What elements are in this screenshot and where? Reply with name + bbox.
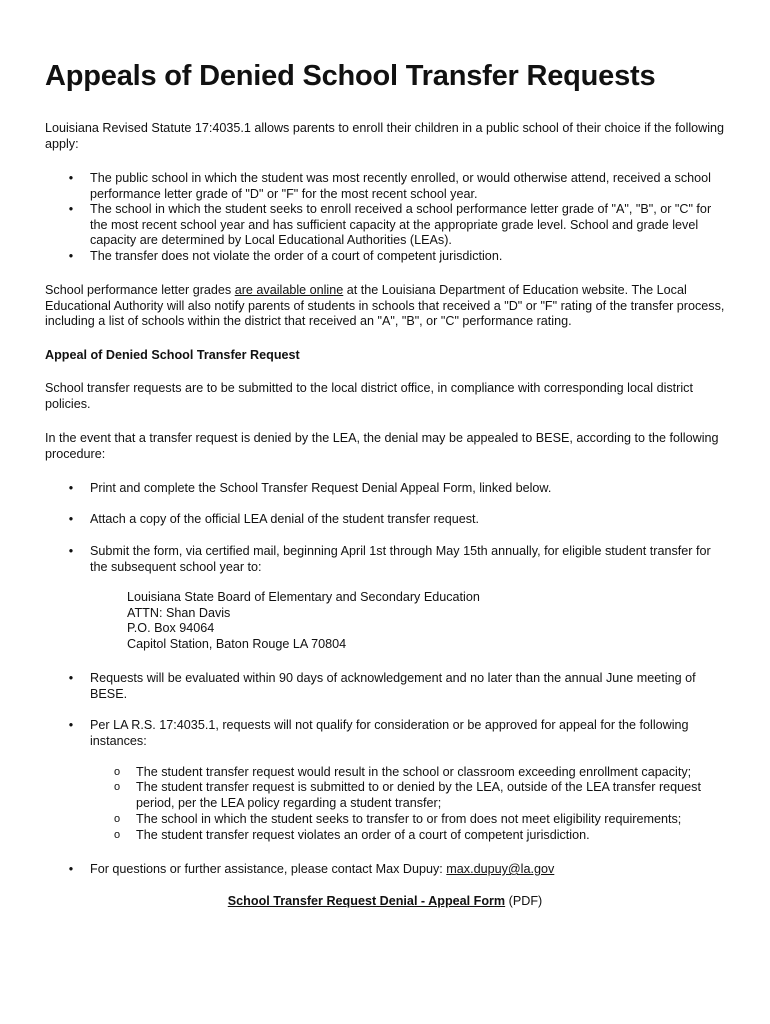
grades-text-after: at the Louisiana Department of Education website. The Local Educational Authority will also notify parents of students in schools that received a "D" or "F" rating of the transfer process, including a list of schools within the district that received an "A", "B", or "C" performance rating. bbox=[45, 283, 725, 329]
step-text: Requests will be evaluated within 90 days of acknowledgement and no later than the annual June meeting of BESE. bbox=[90, 671, 696, 701]
submission-paragraph: School transfer requests are to be submitted to the local district office, in compliance with corresponding local district policies. bbox=[45, 381, 693, 411]
page-title: Appeals of Denied School Transfer Requests bbox=[45, 60, 656, 92]
address-line: Louisiana State Board of Elementary and Secondary Education bbox=[127, 590, 480, 604]
step-text: Attach a copy of the official LEA denial of the student transfer request. bbox=[90, 512, 480, 526]
condition-text: The public school in which the student was most recently enrolled, or would otherwise attend, received a school performance letter grade of "D" or "F" for the most recent school year. bbox=[90, 171, 711, 201]
step-item bbox=[66, 512, 731, 528]
exclusion-text: The student transfer request is submitted to or denied by the LEA, outside of the LEA transfer request period, per the LEA policy regarding a student transfer; bbox=[136, 780, 701, 810]
grades-paragraph bbox=[45, 283, 735, 330]
email-link[interactable]: max.dupuy@la.gov bbox=[446, 862, 555, 876]
step-item bbox=[66, 544, 731, 575]
condition-item bbox=[66, 171, 731, 202]
sub-bullet-icon: o bbox=[113, 813, 121, 825]
contact-label: For questions or further assistance, please contact Max Dupuy: bbox=[90, 862, 447, 876]
appeal-heading: Appeal of Denied School Transfer Request bbox=[45, 348, 300, 362]
exclusion-item bbox=[112, 812, 727, 828]
bullet-icon: • bbox=[68, 481, 74, 495]
address-line: Capitol Station, Baton Rouge LA 70804 bbox=[127, 636, 347, 651]
exclusion-item bbox=[112, 780, 727, 811]
condition-text: The transfer does not violate the order of a court of competent jurisdiction. bbox=[90, 249, 503, 263]
address-line: ATTN: Shan Davis bbox=[127, 605, 231, 620]
appeal-form-link[interactable]: School Transfer Request Denial - Appeal Form bbox=[227, 894, 506, 908]
step-text: Per LA R.S. 17:4035.1, requests will not qualify for consideration or be approved for appeal for the following instances: bbox=[90, 718, 689, 748]
exclusion-item bbox=[112, 765, 727, 781]
exclusion-text: The school in which the student seeks to transfer to or from does not meet eligibility requirements; bbox=[136, 812, 682, 826]
sub-bullet-icon: o bbox=[113, 781, 121, 793]
condition-text: The school in which the student seeks to enroll received a school performance letter grade of "A", "B", or "C" for the most recent school year and has sufficient capacity at the appropriate grade level. School and grade level capacity are determined by Local Educational Authorities (LEAs). bbox=[90, 202, 712, 248]
bullet-icon: • bbox=[68, 202, 74, 216]
exclusion-text: The student transfer request would result in the school or classroom exceeding enrollment capacity; bbox=[136, 765, 692, 779]
step-item bbox=[66, 671, 731, 702]
address-line: P.O. Box 94064 bbox=[127, 621, 215, 636]
grades-text-before: School performance letter grades bbox=[45, 283, 235, 297]
contact-text bbox=[90, 862, 731, 878]
denial-paragraph: In the event that a transfer request is denied by the LEA, the denial may be appealed to BESE, according to the following procedure: bbox=[45, 431, 719, 461]
contact-item bbox=[66, 862, 731, 878]
exclusion-item bbox=[112, 828, 727, 844]
sub-bullet-icon: o bbox=[113, 829, 121, 841]
form-link-line bbox=[0, 894, 770, 910]
grades-online-link[interactable]: are available online bbox=[234, 283, 344, 297]
sub-bullet-icon: o bbox=[113, 766, 121, 778]
intro-paragraph: Louisiana Revised Statute 17:4035.1 allows parents to enroll their children in a public school of their choice if the following apply: bbox=[45, 121, 725, 151]
step-item bbox=[66, 718, 731, 749]
bullet-icon: • bbox=[68, 249, 74, 263]
step-text: Submit the form, via certified mail, beginning April 1st through May 15th annually, for eligible student transfer for the subsequent school year to: bbox=[90, 544, 711, 574]
exclusion-text: The student transfer request violates an order of a court of competent jurisdiction. bbox=[136, 828, 590, 842]
mailing-address bbox=[127, 590, 627, 652]
bullet-icon: • bbox=[68, 862, 74, 876]
step-item bbox=[66, 481, 731, 497]
form-link-suffix: (PDF) bbox=[505, 894, 543, 908]
bullet-icon: • bbox=[68, 512, 74, 526]
bullet-icon: • bbox=[68, 171, 74, 185]
condition-item bbox=[66, 249, 731, 265]
bullet-icon: • bbox=[68, 544, 74, 558]
bullet-icon: • bbox=[68, 671, 74, 685]
bullet-icon: • bbox=[68, 718, 74, 732]
step-text: Print and complete the School Transfer Request Denial Appeal Form, linked below. bbox=[90, 481, 552, 495]
condition-item bbox=[66, 202, 731, 249]
